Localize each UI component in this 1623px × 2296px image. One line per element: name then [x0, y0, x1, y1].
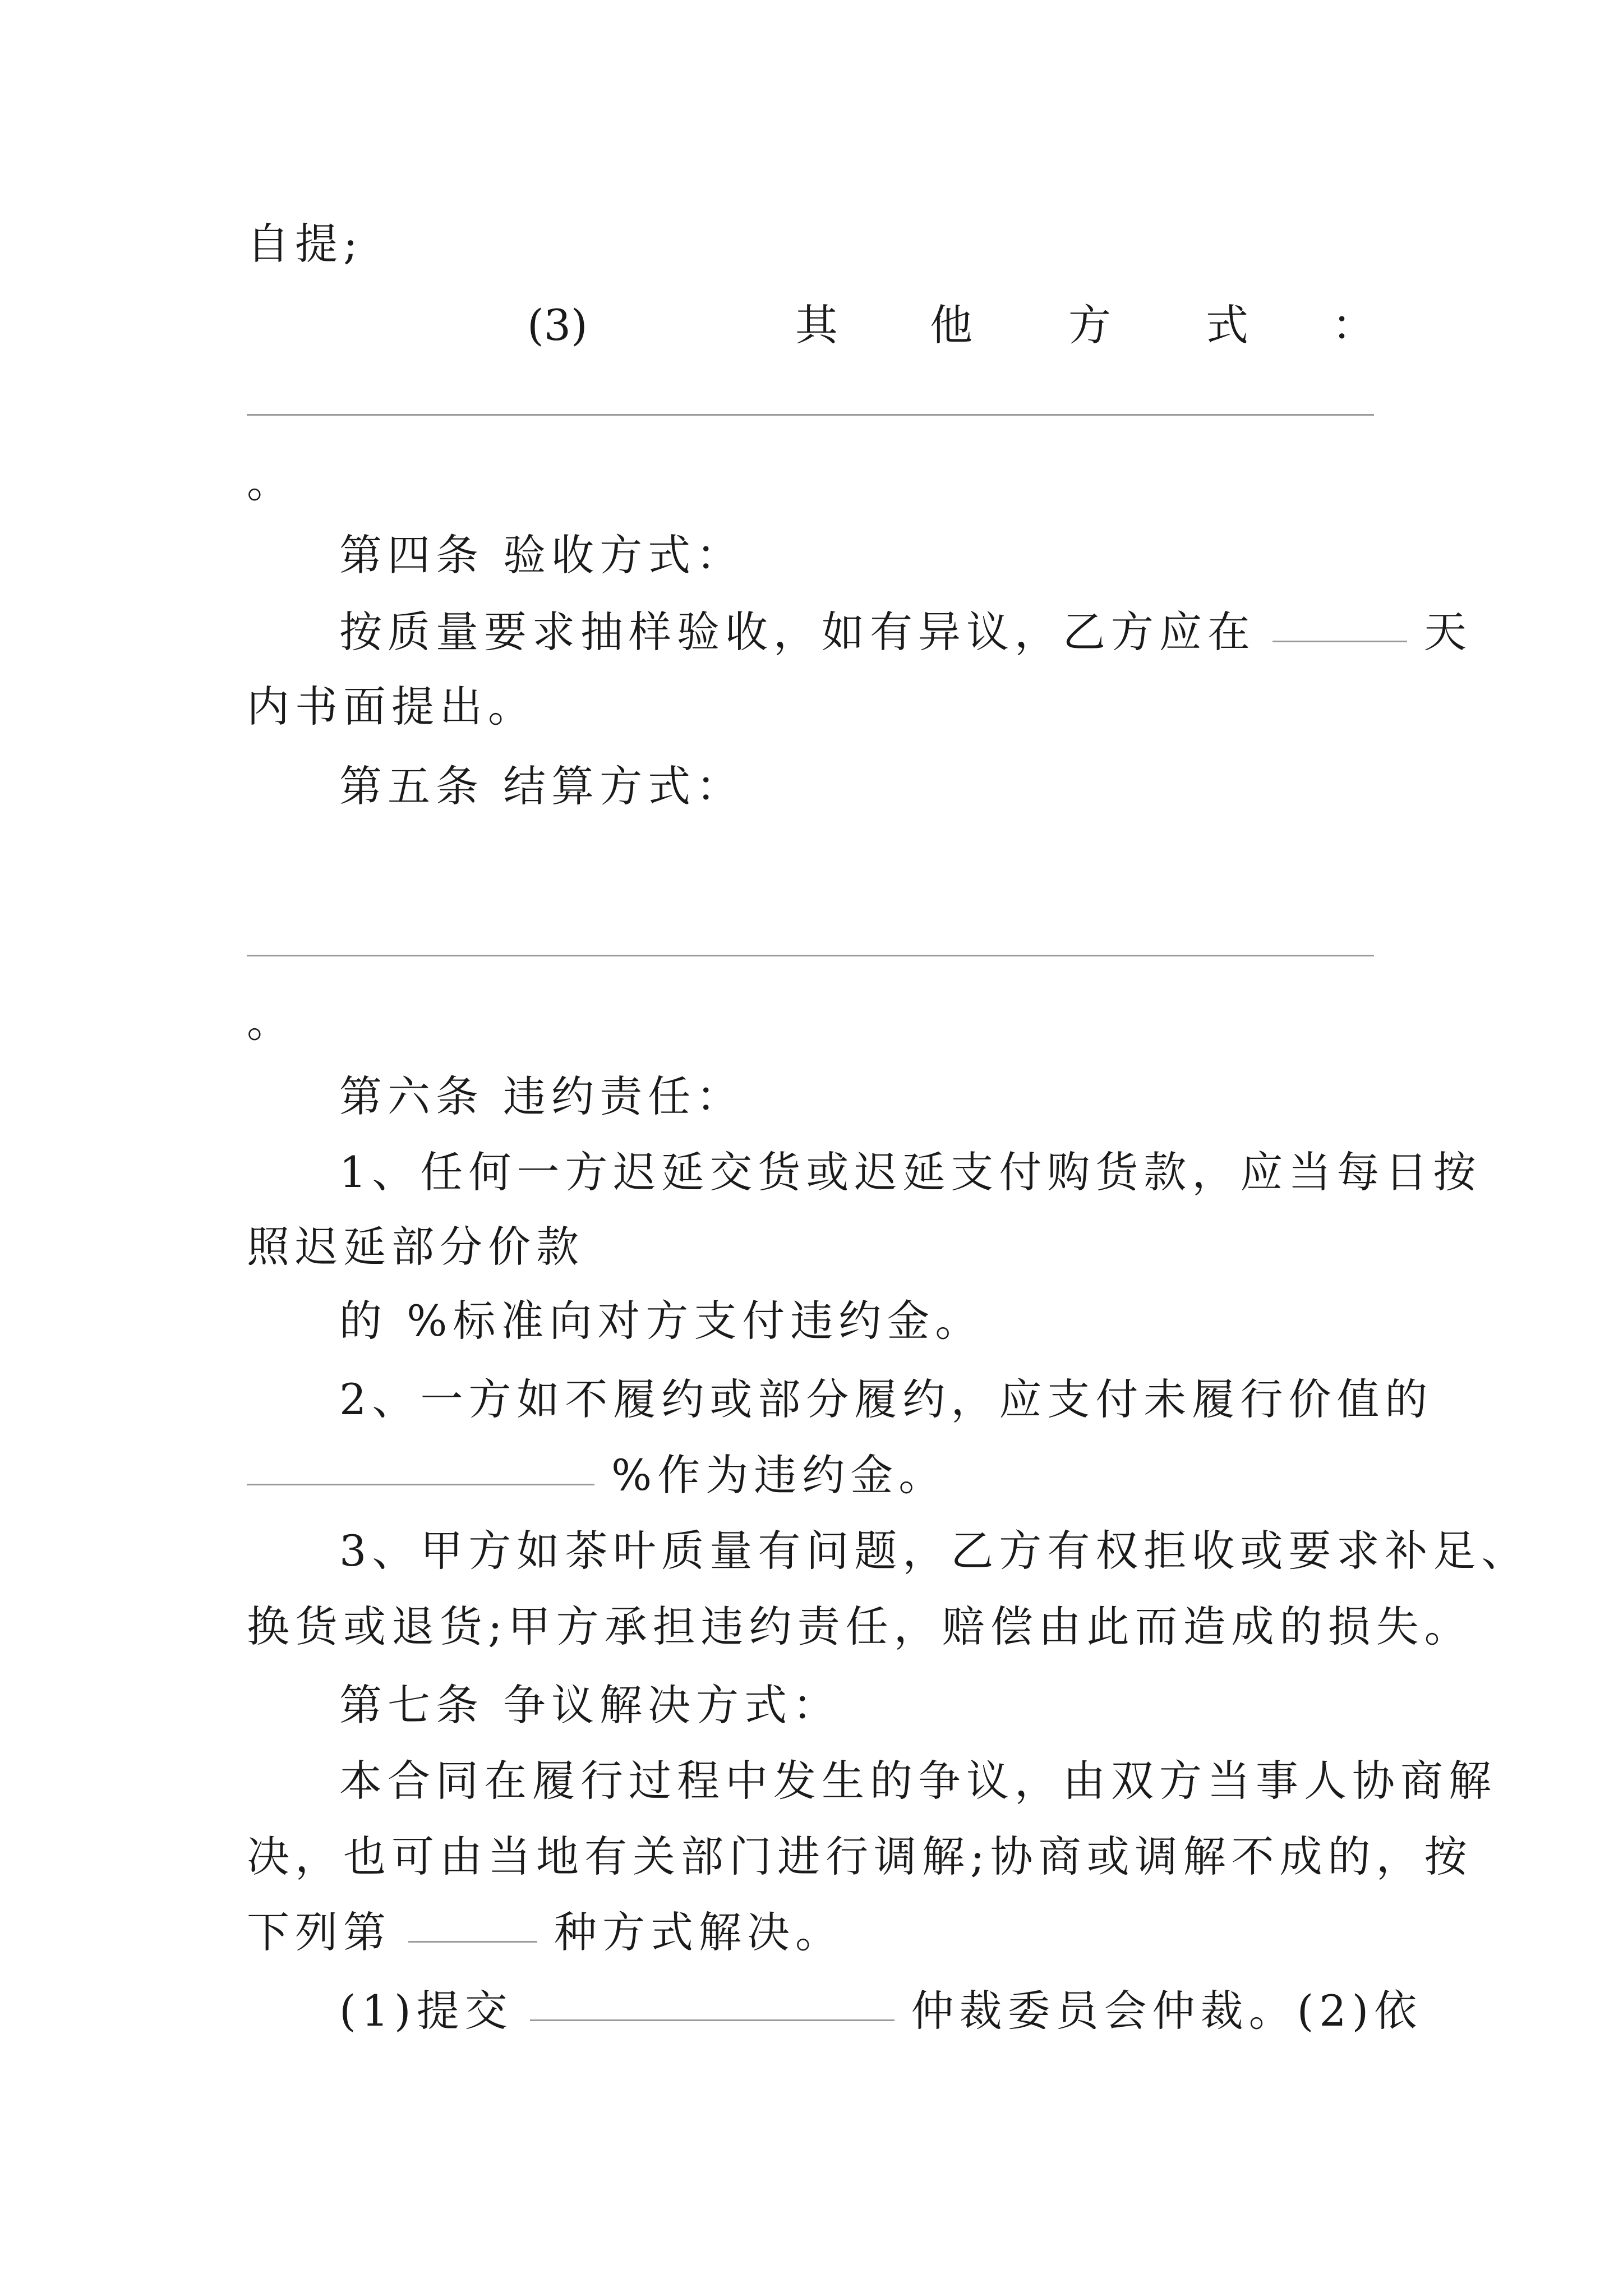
- item-number: (3): [527, 300, 588, 350]
- fill-in-rule: [247, 414, 1374, 416]
- spread-char: ：: [1332, 300, 1375, 350]
- spread-char: 式: [1206, 300, 1248, 350]
- text-line: 的 %标准向对方支付违约金。: [339, 1296, 984, 1346]
- text-line: 1、任何一方迟延交货或迟延支付购货款，应当每日按: [339, 1147, 1482, 1197]
- text-segment: 天: [1424, 607, 1472, 657]
- fill-in-blank: [408, 1941, 537, 1943]
- fill-in-blank: [530, 2019, 895, 2021]
- text-line: 换货或退货;甲方承担违约责任，赔偿由此而造成的损失。: [247, 1602, 1473, 1651]
- text-line: [247, 1904, 843, 1961]
- text-line: 照迟延部分价款: [247, 1222, 584, 1272]
- text-line: 2、一方如不履约或部分履约，应支付未履行价值的: [339, 1374, 1433, 1424]
- spread-char: 方: [1068, 300, 1111, 350]
- text-line: [339, 604, 1472, 660]
- spread-char: 其: [795, 300, 838, 350]
- article-heading: 第六条 违约责任：: [339, 1071, 745, 1121]
- text-segment: 仲裁委员会仲裁。(2)依: [911, 1986, 1423, 2036]
- text-line: 内书面提出。: [247, 682, 536, 731]
- text-segment: 种方式解决。: [554, 1907, 843, 1957]
- article-heading: 第五条 结算方式：: [339, 761, 745, 811]
- article-heading: 第七条 争议解决方式：: [339, 1680, 841, 1730]
- text-line: [339, 1983, 1422, 2039]
- text-line: 3、甲方如茶叶质量有问题，乙方有权拒收或要求补足、: [339, 1526, 1530, 1576]
- text-line: [247, 1447, 947, 1503]
- fill-in-blank: [1272, 641, 1407, 642]
- text-line: 自提;: [247, 219, 363, 269]
- fill-in-rule: [247, 955, 1374, 956]
- text-line: 本合同在履行过程中发生的争议，由双方当事人协商解: [339, 1756, 1497, 1806]
- text-segment: %作为违约金。: [611, 1450, 947, 1500]
- text-line: 。: [247, 997, 295, 1047]
- article-heading: 第四条 验收方式：: [339, 530, 745, 580]
- text-segment: 按质量要求抽样验收，如有异议，乙方应在: [339, 607, 1256, 657]
- text-line: 决，也可由当地有关部门进行调解;协商或调解不成的，按: [247, 1832, 1473, 1881]
- fill-in-blank: [247, 1484, 594, 1485]
- text-line: 。: [247, 457, 295, 507]
- text-segment: 下列第: [247, 1907, 391, 1957]
- spread-char: 他: [930, 300, 972, 350]
- text-segment: (1)提交: [339, 1986, 513, 2036]
